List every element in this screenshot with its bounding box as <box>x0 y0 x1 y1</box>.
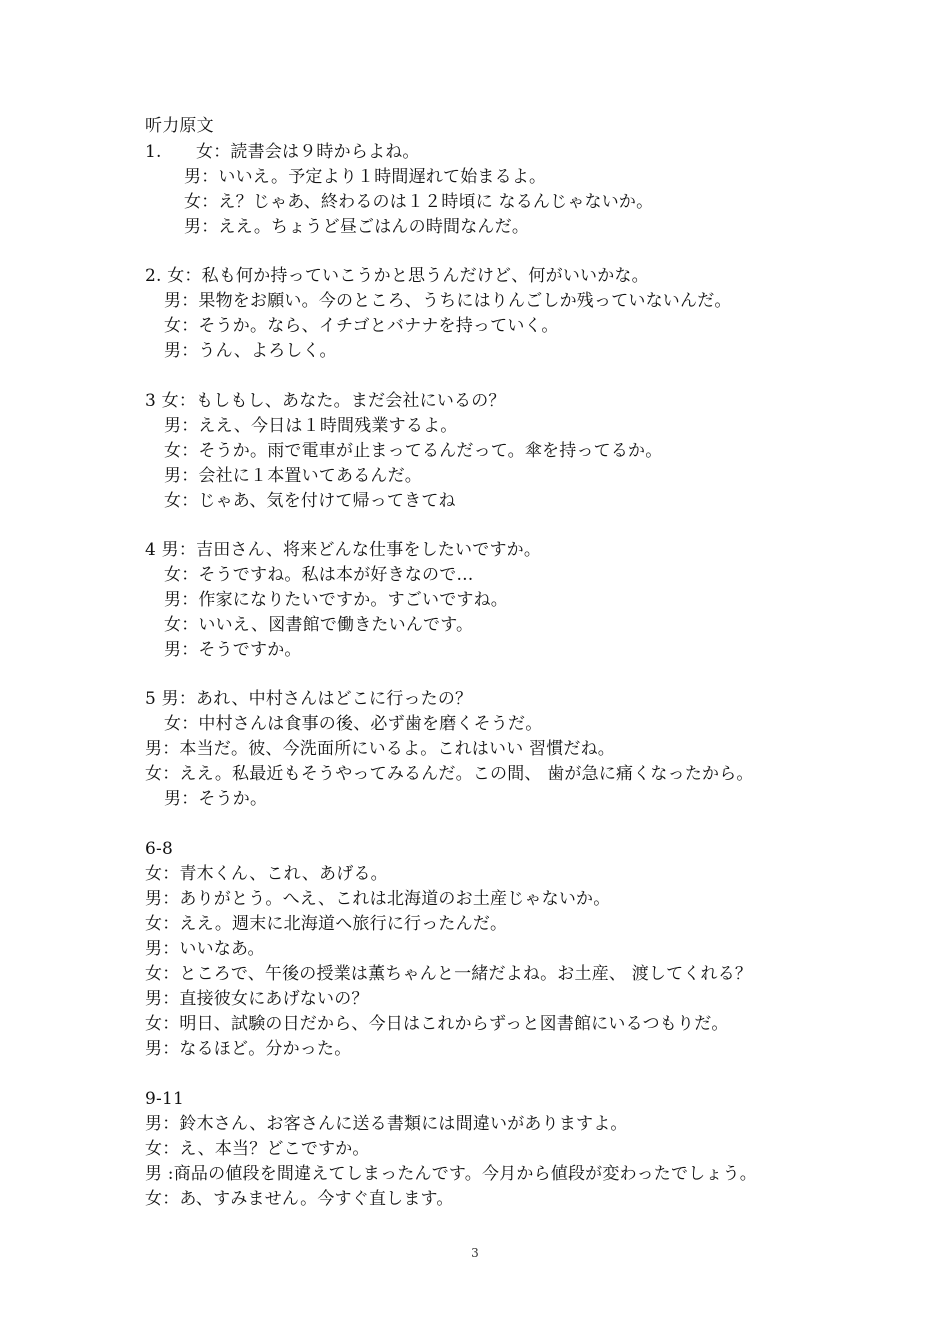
dialogue-line: 男：そうか。 <box>164 789 268 809</box>
dialogue-line: 女：あ、すみません。今すぐ直します。 <box>145 1189 454 1209</box>
dialogue-line: 1. 女：読書会は９時からよね。 <box>145 142 420 162</box>
dialogue-line: 男：ええ。ちょうど昼ごはんの時間なんだ。 <box>184 217 530 237</box>
dialogue-line: 女：いいえ、図書館で働きたいんです。 <box>164 615 474 635</box>
dialogue-line: 女：そうか。なら、イチゴとバナナを持っていく。 <box>164 316 559 336</box>
dialogue-line: 3 女：もしもし、あなた。まだ会社にいるの？ <box>145 391 506 411</box>
dialogue-line: 男：いいえ。予定より１時間遅れて始まるよ。 <box>184 167 547 187</box>
dialogue-line: 女：え、本当？どこですか。 <box>145 1139 370 1159</box>
document-title: 听力原文 <box>145 116 214 136</box>
dialogue-line: 男：鈴木さん、お客さんに送る書類には間違いがありますよ。 <box>145 1114 628 1134</box>
dialogue-line: 女：じゃあ、気を付けて帰ってきてね <box>164 491 456 511</box>
dialogue-line: 2. 女：私も何か持っていこうかと思うんだけど、何がいいかな。 <box>145 266 649 286</box>
dialogue-line: 女：そうですね。私は本が好きなので… <box>164 565 474 585</box>
dialogue-line: 男：うん、よろしく。 <box>164 341 337 361</box>
dialogue-line: 女：青木くん、これ、あげる。 <box>145 864 388 884</box>
dialogue-line: 男 :商品の値段を間違えてしまったんです。今月から値段が変わったでしょう。 <box>145 1164 757 1184</box>
dialogue-line: 男：そうですか。 <box>164 640 302 660</box>
dialogue-line: 男：直接彼女にあげないの？ <box>145 989 369 1009</box>
dialogue-line: 女：ええ。週末に北海道へ旅行に行ったんだ。 <box>145 914 508 934</box>
dialogue-line: 男：なるほど。分かった。 <box>145 1039 352 1059</box>
section-heading: 9-11 <box>145 1089 184 1109</box>
dialogue-line: 男：ありがとう。へえ、これは北海道のお土産じゃないか。 <box>145 889 611 909</box>
dialogue-line: 女：え？じゃあ、終わるのは１２時頃に なるんじゃないか。 <box>184 192 654 212</box>
dialogue-line: 男：いいなあ。 <box>145 939 265 959</box>
dialogue-line: 4 男：吉田さん、将来どんな仕事をしたいですか。 <box>145 540 542 560</box>
dialogue-line: 男：本当だ。彼、今洗面所にいるよ。これはいい 習慣だね。 <box>145 739 616 759</box>
dialogue-line: 男：会社に１本置いてあるんだ。 <box>164 466 422 486</box>
dialogue-line: 男：ええ、今日は１時間残業するよ。 <box>164 416 458 436</box>
section-heading: 6-8 <box>145 839 173 859</box>
dialogue-line: 女：ええ。私最近もそうやってみるんだ。この間、 歯が急に痛くなったから。 <box>145 764 754 784</box>
dialogue-line: 女：そうか。雨で電車が止まってるんだって。傘を持ってるか。 <box>164 441 663 461</box>
dialogue-line: 男：果物をお願い。今のところ、うちにはりんごしか残っていないんだ。 <box>164 291 732 311</box>
dialogue-line: 女：ところで、午後の授業は薫ちゃんと一緒だよね。お土産、 渡してくれる？ <box>145 964 753 984</box>
dialogue-line: 女：中村さんは食事の後、必ず歯を磨くそうだ。 <box>164 714 543 734</box>
dialogue-line: 女：明日、試験の日だから、今日はこれからずっと図書館にいるつもりだ。 <box>145 1014 729 1034</box>
dialogue-line: 男：作家になりたいですか。すごいですね。 <box>164 590 508 610</box>
page-number: 3 <box>471 1246 479 1260</box>
dialogue-line: 5 男：あれ、中村さんはどこに行ったの？ <box>145 689 473 709</box>
